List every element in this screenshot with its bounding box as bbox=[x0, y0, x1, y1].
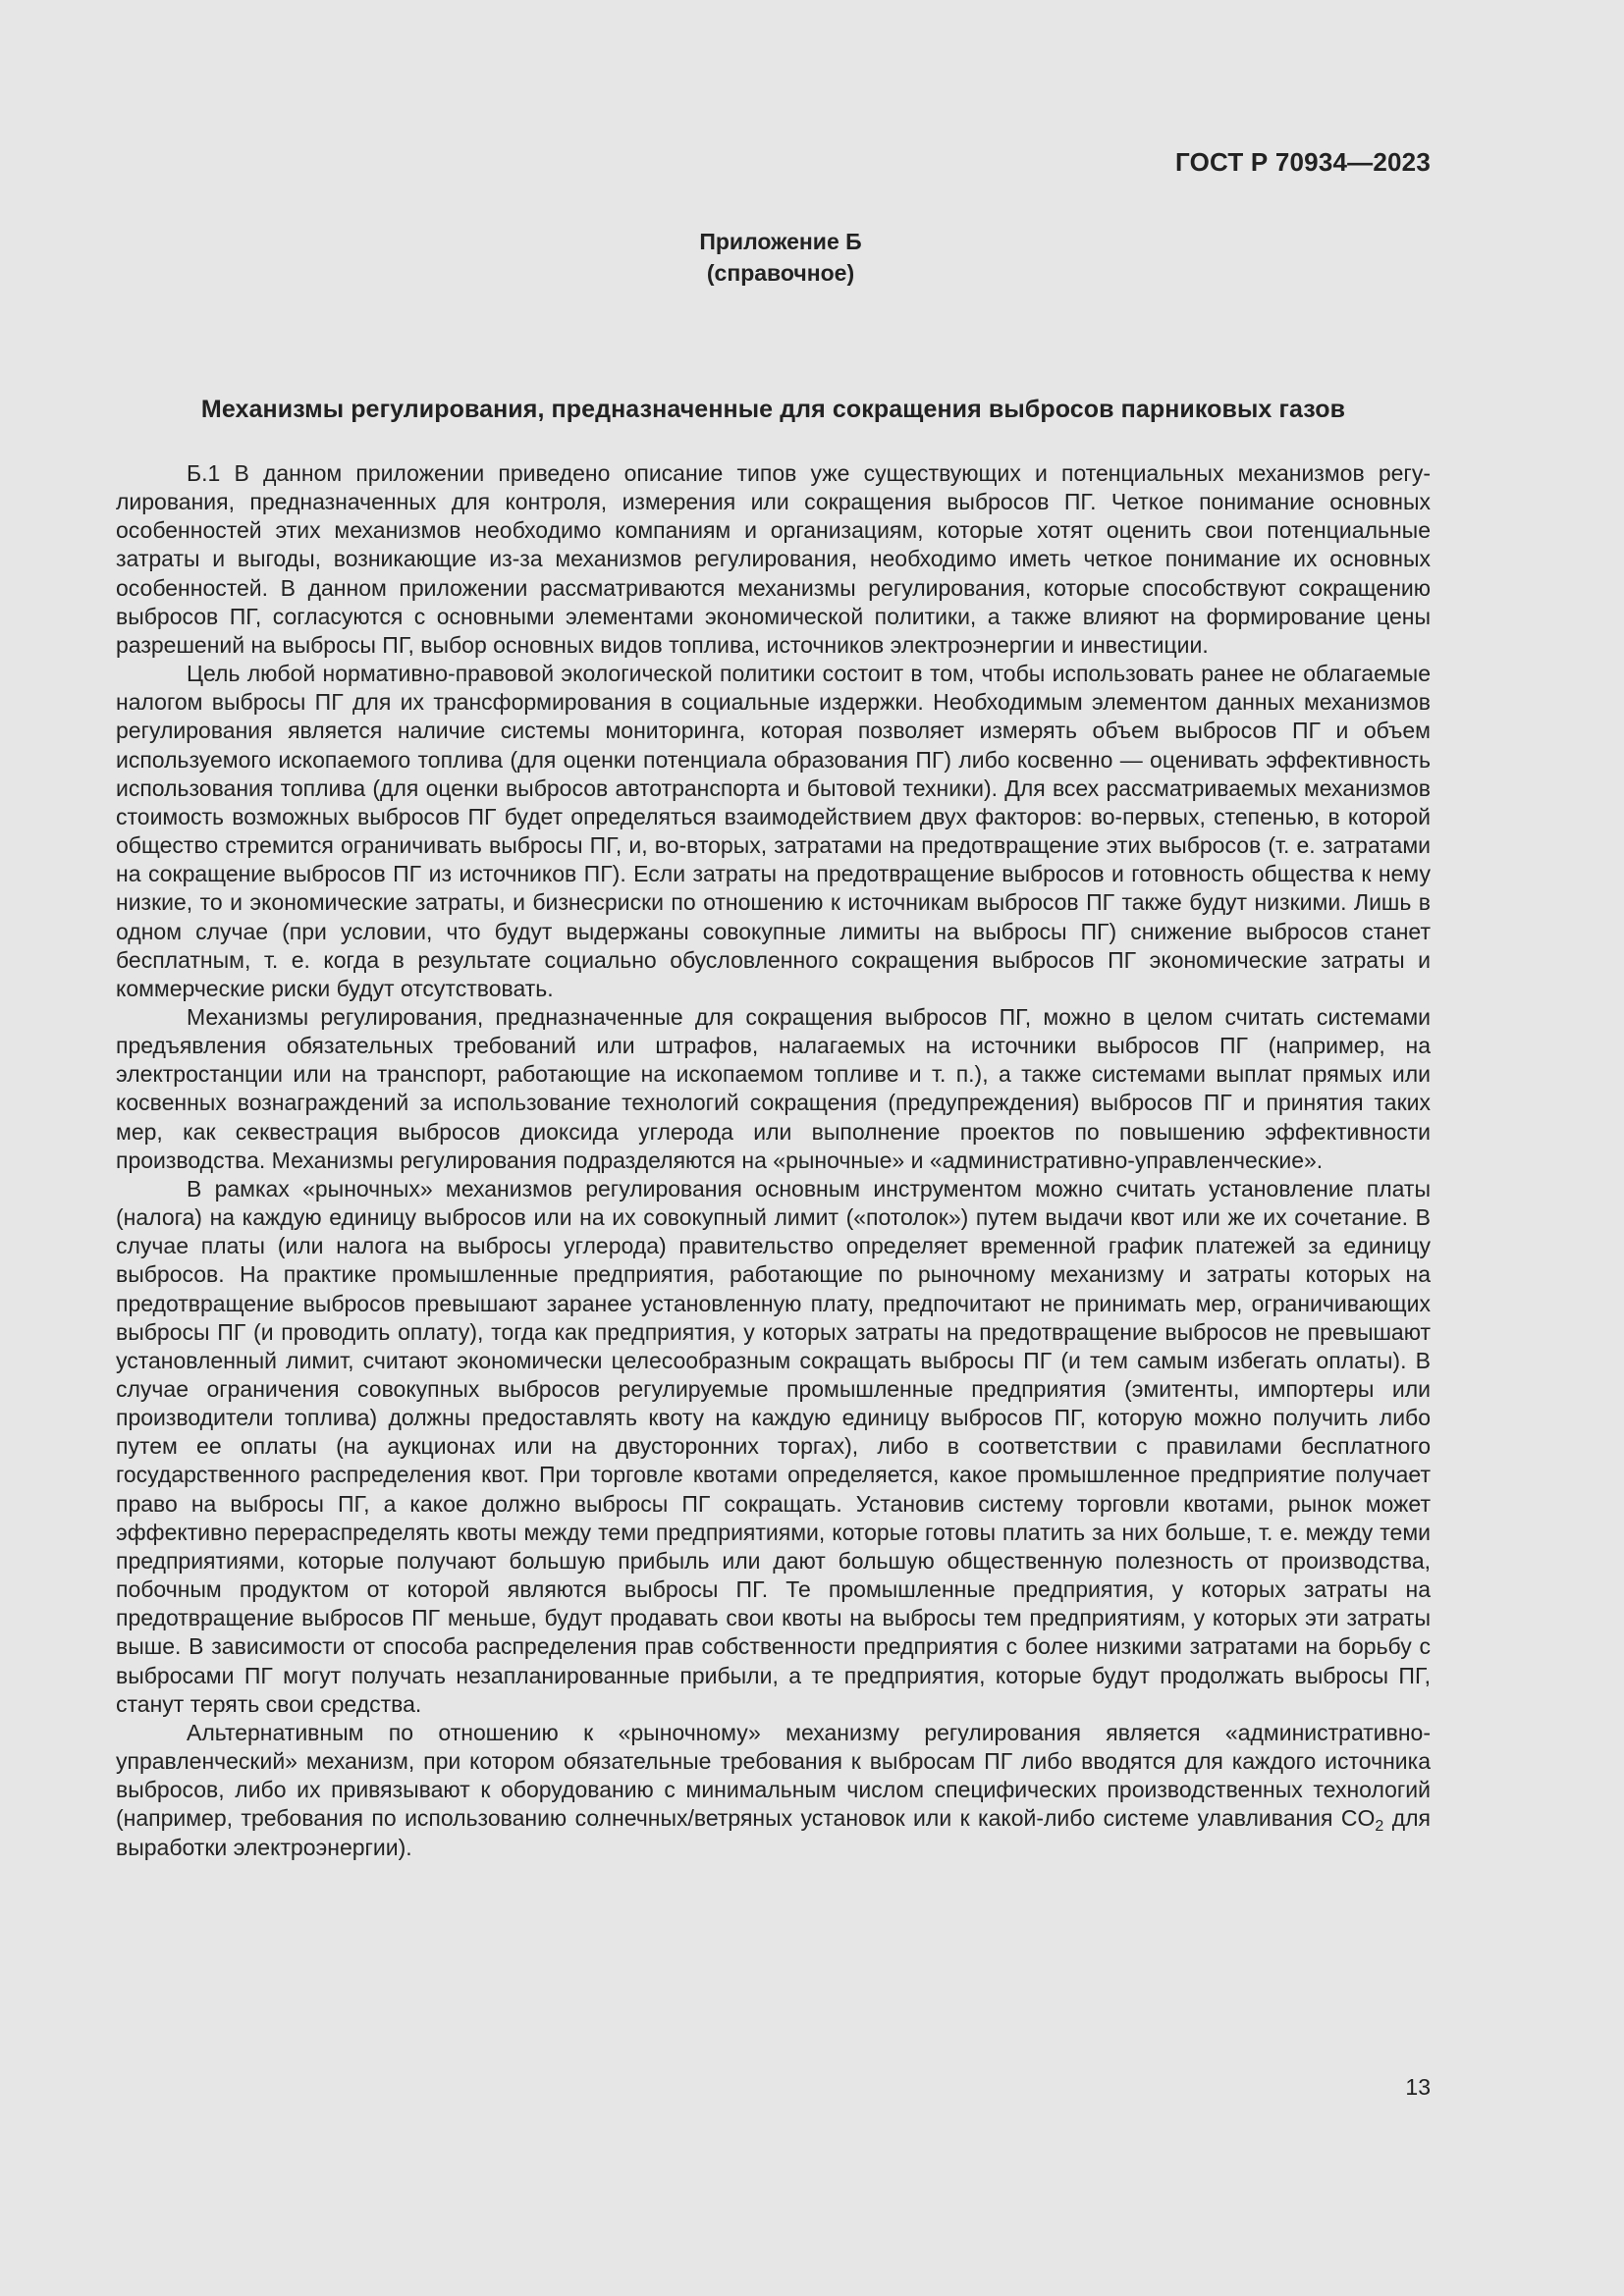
section-title: Механизмы регулирования, предназначенные для сокращения выбросов парниковых газов bbox=[200, 396, 1346, 423]
page-number: 13 bbox=[1405, 2074, 1431, 2100]
paragraph-b1: Б.1 В данном приложении приведено описание типов уже существующих и потенциальных механизмов регулирования, предназначенных для контроля, измерения или сокращения выбросов ПГ. Четкое понимание основных особенностей этих механизмов необходимо компаниям и организациям, которые хотят оценить свои потенциальные затраты и выгоды, возникающие из-за механизмов регулирования, необходимо иметь четкое понимание их основных особенностей. В данном приложении рассматриваются механизмы регулирования, которые способствуют сокращению выбросов ПГ, согласуются с основными элементами экономической политики, а также влияют на формирование цены разрешений на выбросы ПГ, выбор основных видов топлива, источников электроэнергии и инвестиции. bbox=[116, 460, 1431, 658]
document-body bbox=[116, 459, 1431, 1862]
paragraph-policy-goal: Цель любой нормативно-правовой экологической политики состоит в том, чтобы использовать ранее не облагаемые налогом выбросы ПГ для их трансформирования в социальные издержки. Необходимым элементом данных механизмов регулирования является наличие системы мониторинга, которая позволяет измерять объем выбросов ПГ и объем используемого ископаемого топлива (для оценки потенциала образования ПГ) либо косвенно — оценивать эффективность использования топлива (для оценки выбросов автотранспорта и бытовой техники). Для всех рассматриваемых механизмов стоимость возможных выбросов ПГ будет определяться взаимодействием двух факторов: во-первых, степенью, в которой общество стремится ограничивать выбросы ПГ, и, во-вторых, затратами на предотвращение этих выбросов (т. е. затратами на сокращение выбросов ПГ из источников ПГ). Если затраты на предотвращение выбросов и готовность общества к нему низкие, то и экономические затраты, и бизнесриски по отношению к источникам выбросов ПГ также будут низкими. Лишь в одном случае (при условии, что будут выдержаны совокупные лимиты на выбросы ПГ) снижение выбросов станет бесплатным, т. е. когда в результате социально обусловленного сокращения выбросов ПГ экономические затраты и коммерческие риски будут отсутствовать. bbox=[116, 661, 1431, 1001]
paragraph-text-before: Альтернативным по отношению к «рыночному» механизму регулирования является «административно-управленческий» механизм, при котором обязательные требования к выбросам ПГ либо вводятся для каждого источника выбросов, либо их привязывают к оборудованию с минимальным числом специфических производственных технологий (например, требования по использованию солнечных/ветряных установок или к какой-либо системе улавливания CO bbox=[116, 1719, 1431, 1832]
appendix-subtitle: (справочное) bbox=[706, 260, 855, 286]
paragraph-mechanism-types: Механизмы регулирования, предназначенные для сокращения выбросов ПГ, можно в целом считать системами предъявления обязательных требований или штрафов, налагаемых на источники выбросов ПГ (например, на электростанции или на транспорт, работающие на ископаемом топливе и т. п.), а также системами выплат прямых или косвенных вознаграждений за использование технологий сокращения (предупреждения) выбросов ПГ и принятия таких мер, как секвестрация выбросов диоксида углерода или выполнение проектов по повышению эффективности производства. Механизмы регулирования подразделяются на «рыночные» и «административно-управленческие». bbox=[116, 1003, 1431, 1173]
appendix-title: Приложение Б bbox=[699, 229, 862, 254]
co2-subscript: 2 bbox=[1375, 1818, 1384, 1836]
paragraph-text-after: для выработки электроэнергии). bbox=[116, 1805, 1431, 1860]
paragraph-market-mechanisms: В рамках «рыночных» механизмов регулирования основным инструментом можно считать установление платы (налога) на каждую единицу выбросов или на их совокупный лимит («потолок») путем выдачи квот или же их сочетание. В случае платы (или налога на выбросы углерода) правительство определяет временной график платежей за единицу выбросов. На практике промышленные предприятия, работающие по рыночному механизму и затраты которых на предотвращение выбросов превышают заранее установленную плату, предпочитают не принимать мер, ограничивающих выбросы ПГ (и проводить оплату), тогда как предприятия, у которых затраты на предотвращение выбросов не превышают установленный лимит, считают экономически целесообразным сокращать выбросы ПГ (и тем самым избегать оплаты). В случае ограничения совокупных выбросов регулируемые промышленные предприятия (эмитенты, импортеры или производители топлива) должны предоставлять квоту на каждую единицу выбросов ПГ, которую можно получить либо путем ее оплаты (на аукционах или на двусторонних торгах), либо в соответствии с правилами бесплатного государственного распределения квот. При торговле квотами определяется, какое промышленное предприятие получает право на выбросы ПГ, а какое должно выбросы ПГ сокращать. Установив систему торговли квотами, рынок может эффективно перераспределять квоты между теми предприятиями, которые готовы платить за них больше, т. е. между теми предприятиями, которые получают большую прибыль или дают большую общественную полезность от производства, побочным продуктом от которой являются выбросы ПГ. Те промышленные предприятия, у которых затраты на предотвращение выбросов ПГ меньше, будут продавать свои квоты на выбросы тем предприятиям, у которых эти затраты выше. В зависимости от способа распределения прав собственности предприятия с более низкими затратами на борьбу с выбросами ПГ могут получать незапланированные прибыли, а те предприятия, которые будут продолжать выбросы ПГ, станут терять свои средства. bbox=[116, 1175, 1431, 1717]
document-code: ГОСТ Р 70934—2023 bbox=[1175, 147, 1431, 177]
paragraph-administrative-mechanism bbox=[116, 1719, 1431, 1862]
appendix-heading bbox=[0, 226, 1561, 289]
